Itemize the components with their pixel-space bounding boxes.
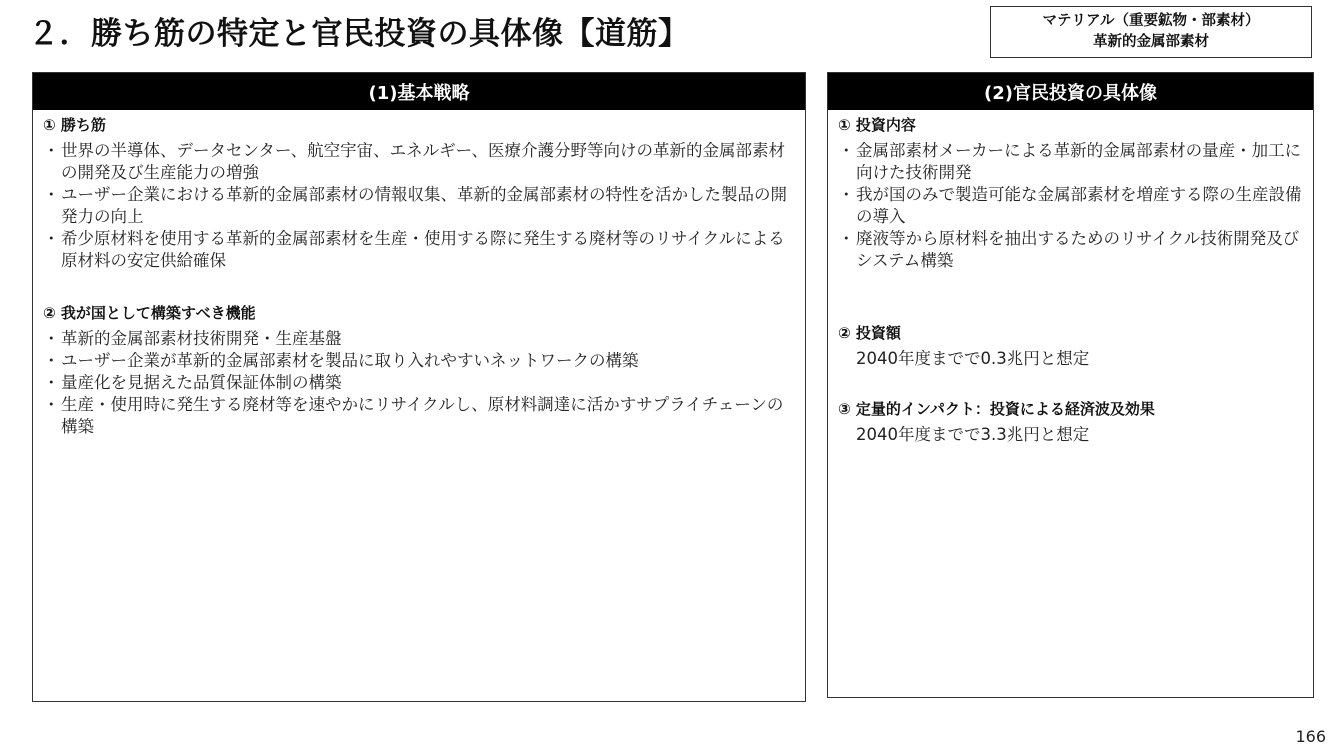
category-line-2: 革新的金属部素材 — [1093, 34, 1209, 50]
list-item: ・ 希少原材料を使用する革新的金属部素材を生産・使用する際に発生する廃材等のリサイクルによる原材料の安定供給確保 — [43, 228, 795, 272]
list-item: ・ 生産・使用時に発生する廃材等を速やかにリサイクルし、原材料調達に活かすサプライチェーンの構築 — [43, 394, 795, 438]
list-item: ・ ユーザー企業が革新的金属部素材を製品に取り入れやすいネットワークの構築 — [43, 350, 795, 372]
page-number: 166 — [1295, 727, 1326, 746]
basic-strategy-panel — [32, 72, 806, 702]
functions-heading: ② 我が国として構築すべき機能 — [43, 304, 256, 322]
winning-path-list — [43, 140, 795, 272]
list-item: ・ ユーザー企業における革新的金属部素材の情報収集、革新的金属部素材の特性を活かした製品の開発力の向上 — [43, 184, 795, 228]
winning-path-section — [43, 114, 795, 272]
investment-content-section — [838, 114, 1303, 272]
functions-section — [43, 302, 795, 438]
list-item: ・ 我が国のみで製造可能な金属部素材を増産する際の生産設備の導入 — [838, 184, 1303, 228]
investment-amount-value: 2040年度までで0.3兆円と想定 — [856, 349, 1090, 368]
winning-path-heading: ① 勝ち筋 — [43, 116, 106, 134]
list-item: ・ 金属部素材メーカーによる革新的金属部素材の量産・加工に向けた技術開発 — [838, 140, 1303, 184]
page-title: ２．勝ち筋の特定と官民投資の具体像【道筋】 — [28, 16, 690, 52]
investment-amount-section — [838, 322, 1303, 370]
list-item: ・ 革新的金属部素材技術開発・生産基盤 — [43, 328, 795, 350]
investment-header: (2)官民投資の具体像 — [828, 73, 1313, 110]
list-item: ・ 量産化を見据えた品質保証体制の構築 — [43, 372, 795, 394]
investment-content-list — [838, 140, 1303, 272]
investment-content-heading: ① 投資内容 — [838, 116, 916, 134]
basic-strategy-header: (1)基本戦略 — [33, 73, 805, 110]
investment-panel — [827, 72, 1314, 698]
list-item: ・ 世界の半導体、データセンター、航空宇宙、エネルギー、医療介護分野等向けの革新的金属部素材の開発及び生産能力の増強 — [43, 140, 795, 184]
economic-impact-heading: ③ 定量的インパクト：投資による経済波及効果 — [838, 400, 1155, 418]
list-item: ・ 廃液等から原材料を抽出するためのリサイクル技術開発及びシステム構築 — [838, 228, 1303, 272]
economic-impact-value: 2040年度までで3.3兆円と想定 — [856, 425, 1090, 444]
economic-impact-section — [838, 398, 1303, 446]
functions-list — [43, 328, 795, 438]
category-label-box — [990, 6, 1312, 58]
category-line-1: マテリアル（重要鉱物・部素材） — [1042, 13, 1260, 29]
investment-amount-heading: ② 投資額 — [838, 324, 901, 342]
